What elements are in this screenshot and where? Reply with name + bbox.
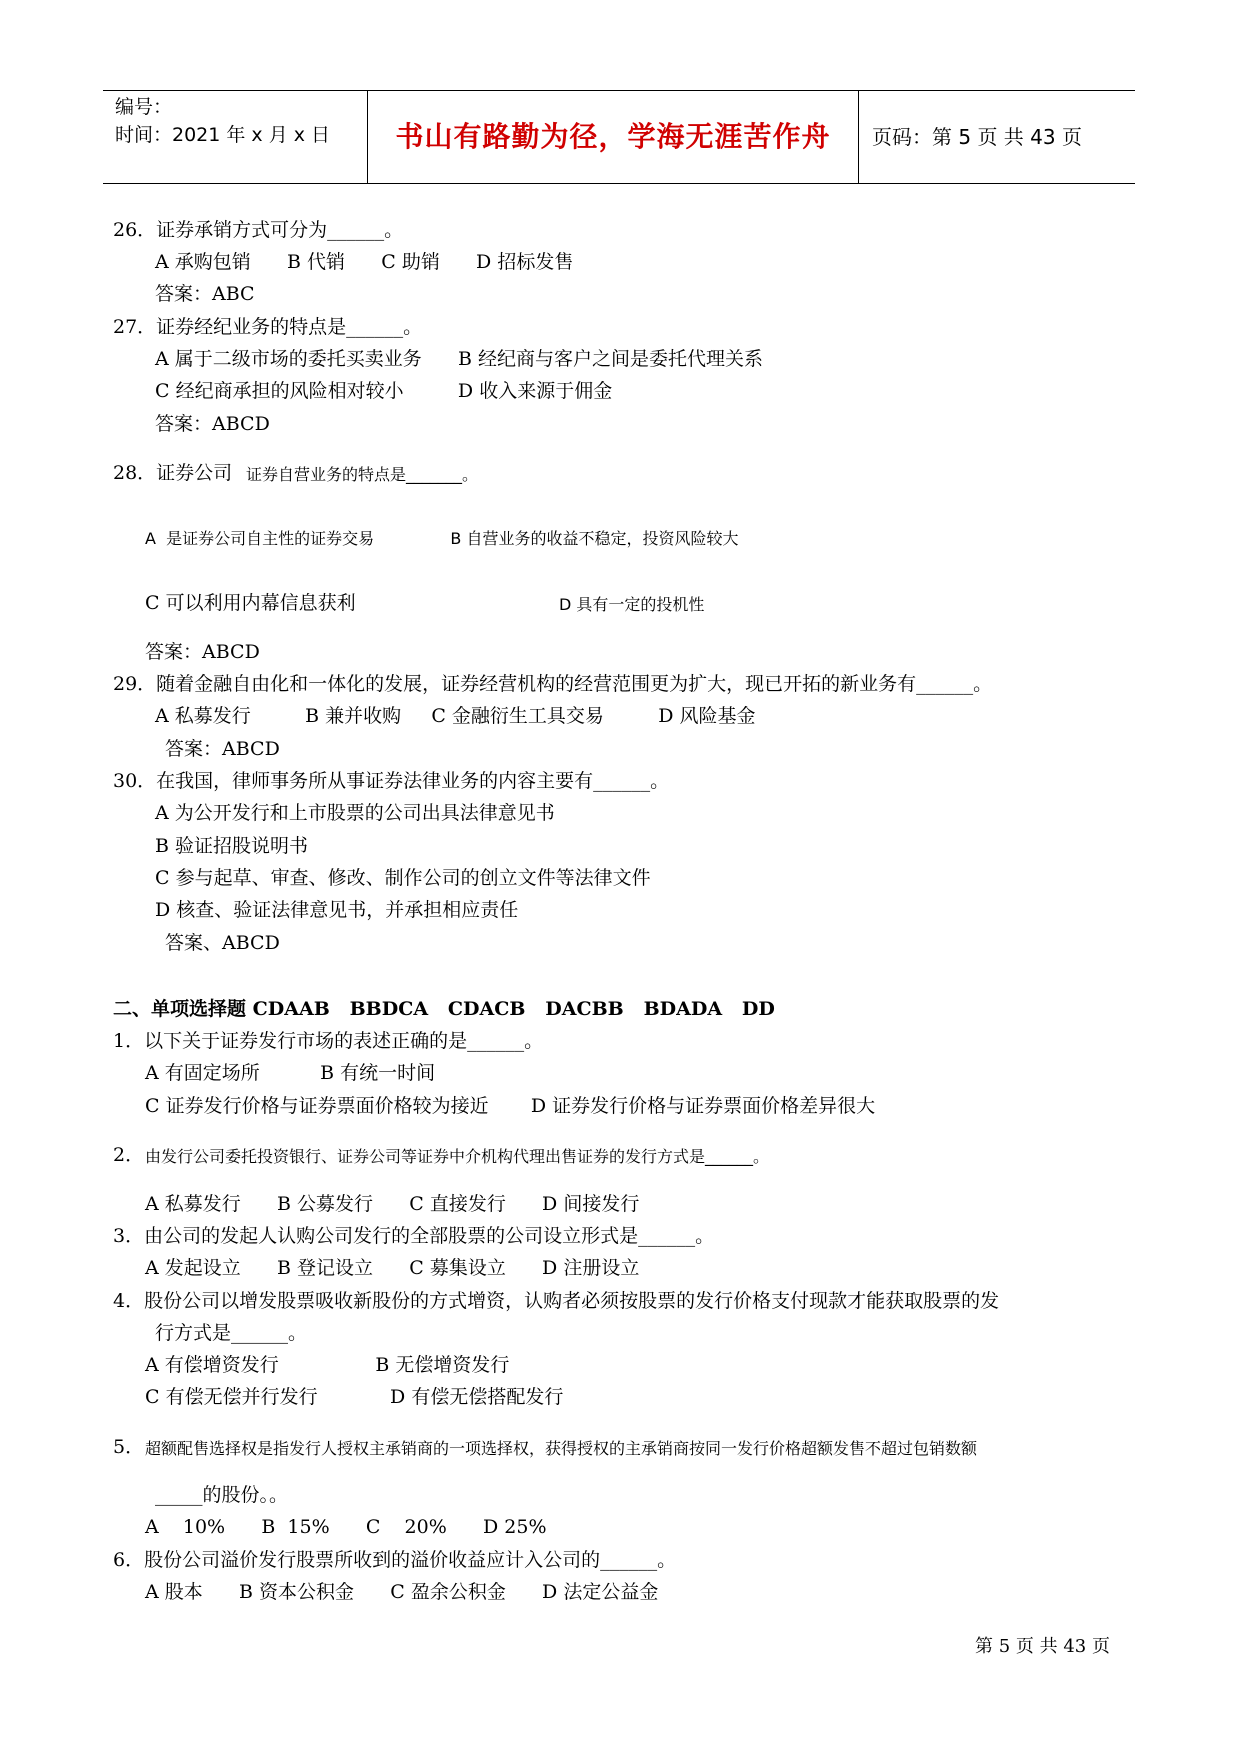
q29-options: A 私募发行 B 兼并收购 C 金融衍生工具交易 D 风险基金	[155, 705, 756, 727]
question-5-number: 5．	[113, 1436, 145, 1458]
q2-options: A 私募发行 B 公募发行 C 直接发行 D 间接发行	[145, 1193, 640, 1215]
question-29: 29．随着金融自由化和一体化的发展，证券经营机构的经营范围更为扩大，现已开拓的新业务有______。	[113, 673, 993, 695]
question-30: 30．在我国，律师事务所从事证券法律业务的内容主要有______。	[113, 770, 670, 792]
question-2-stem: 由发行公司委托投资银行、证券公司等证券中介机构代理出售证券的发行方式是______。	[145, 1147, 770, 1166]
header-motto-cell	[367, 91, 859, 183]
question-28-prefix: 28．证券公司	[113, 462, 233, 484]
q26-answer: 答案：ABC	[155, 283, 255, 305]
code-label: 编号：	[115, 96, 173, 118]
header-page-cell	[858, 91, 1135, 183]
q4-options-cd: C 有偿无偿并行发行 D 有偿无偿搭配发行	[145, 1386, 564, 1408]
q27-options-cd: C 经纪商承担的风险相对较小 D 收入来源于佣金	[155, 380, 613, 402]
question-28-stem: 证券自营业务的特点是_______。	[246, 465, 479, 484]
q28-answer: 答案：ABCD	[145, 641, 260, 663]
page-footer: 第 5 页 共 43 页	[975, 1636, 1110, 1657]
question-5-stem: 超额配售选择权是指发行人授权主承销商的一项选择权，获得授权的主承销商按同一发行价格超额发售不超过包销数额	[145, 1439, 978, 1458]
q6-options: A 股本 B 资本公积金 C 盈余公积金 D 法定公益金	[145, 1581, 659, 1603]
section-heading: 二、单项选择题 CDAAB BBDCA CDACB DACBB BDADA DD	[113, 998, 775, 1020]
q28-options-ab: A 是证券公司自主性的证券交易 B 自营业务的收益不稳定，投资风险较大	[145, 529, 739, 548]
question-1: 1．以下关于证券发行市场的表述正确的是______。	[113, 1030, 544, 1052]
q5-options: A 10% B 15% C 20% D 25%	[145, 1516, 547, 1538]
page-header	[103, 90, 1135, 184]
q30-option-c: C 参与起草、审查、修改、制作公司的创立文件等法律文件	[155, 867, 651, 889]
page-info: 页码：第 5 页 共 43 页	[872, 125, 1082, 149]
question-2-number: 2．	[113, 1144, 145, 1166]
q30-option-a: A 为公开发行和上市股票的公司出具法律意见书	[155, 802, 555, 824]
q26-options: A 承购包销 B 代销 C 助销 D 招标发售	[155, 251, 574, 273]
q30-option-d: D 核查、验证法律意见书，并承担相应责任	[155, 899, 519, 921]
q27-options-ab: A 属于二级市场的委托买卖业务 B 经纪商与客户之间是委托代理关系	[155, 348, 764, 370]
q4-options-ab: A 有偿增资发行 B 无偿增资发行	[145, 1354, 510, 1376]
q3-options: A 发起设立 B 登记设立 C 募集设立 D 注册设立	[145, 1257, 640, 1279]
q28-option-c: C 可以利用内幕信息获利	[145, 592, 356, 614]
q1-options-cd: C 证券发行价格与证券票面价格较为接近 D 证券发行价格与证券票面价格差异很大	[145, 1095, 876, 1117]
header-meta	[103, 91, 367, 183]
q27-answer: 答案：ABCD	[155, 413, 270, 435]
question-3: 3．由公司的发起人认购公司发行的全部股票的公司设立形式是______。	[113, 1225, 715, 1247]
q29-answer: 答案：ABCD	[165, 738, 280, 760]
question-26: 26．证券承销方式可分为______。	[113, 219, 404, 241]
time-label: 时间：2021 年 x 月 x 日	[115, 124, 331, 146]
q28-option-d: D 具有一定的投机性	[559, 595, 705, 614]
question-6: 6．股份公司溢价发行股票所收到的溢价收益应计入公司的______。	[113, 1549, 677, 1571]
question-4-cont: 行方式是______。	[155, 1322, 308, 1344]
question-4: 4．股份公司以增发股票吸收新股份的方式增资，认购者必须按股票的发行价格支付现款才能获取股票的发	[113, 1290, 1000, 1312]
q30-answer: 答案、ABCD	[165, 932, 280, 954]
motto: 书山有路勤为径，学海无涯苦作舟	[395, 120, 831, 153]
question-27: 27．证券经纪业务的特点是______。	[113, 316, 423, 338]
q1-options-ab: A 有固定场所 B 有统一时间	[145, 1062, 436, 1084]
q30-option-b: B 验证招股说明书	[155, 835, 309, 857]
question-5-cont: _____的股份。。	[155, 1484, 289, 1506]
